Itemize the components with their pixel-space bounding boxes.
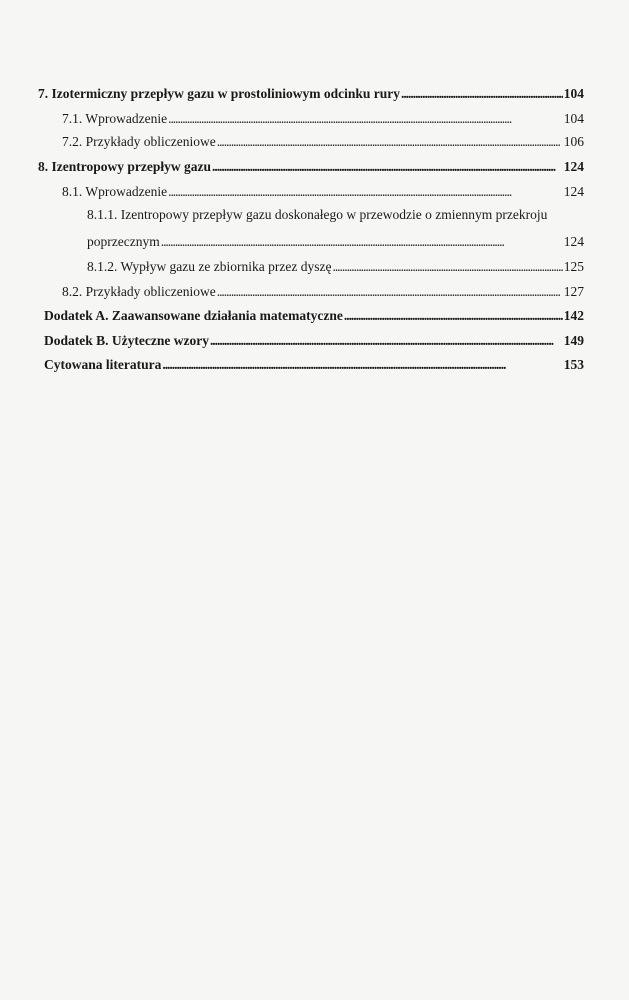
toc-entry-page: 124 (563, 184, 584, 199)
toc-entry-page: 104 (563, 86, 584, 101)
toc-entry-8-1-2 (87, 259, 584, 275)
toc-entry-title: 8.1. Wprowadzenie (62, 184, 168, 199)
toc-entry-page: 125 (563, 259, 584, 274)
toc-entry-references (44, 357, 584, 373)
toc-entry-title: Cytowana literatura (44, 357, 162, 372)
dot-leader (162, 357, 562, 373)
dot-leader (168, 184, 563, 200)
dot-leader (401, 86, 563, 102)
toc-entry-7-2 (62, 134, 584, 150)
toc-entry-title: Dodatek B. Użyteczne wzory (44, 333, 209, 348)
toc-entry-8-1 (62, 184, 584, 200)
toc-entry-title: 8. Izentropowy przepływ gazu (38, 159, 211, 174)
toc-entry-page: 127 (563, 284, 584, 299)
toc-entry-chapter-8 (38, 159, 584, 175)
dot-leader (217, 134, 563, 150)
toc-entry-title: 7.1. Wprowadzenie (62, 111, 168, 126)
toc-entry-8-2 (62, 284, 584, 300)
dot-leader (212, 159, 563, 175)
toc-entry-page: 124 (563, 159, 584, 174)
toc-entry-title: poprzecznym (87, 234, 160, 249)
toc-entry-appendix-b (44, 333, 584, 349)
dot-leader (210, 333, 563, 349)
toc-entry-page: 149 (563, 333, 584, 348)
dot-leader (168, 111, 563, 127)
toc-entry-8-1-1-line1: 8.1.1. Izentropowy przepływ gazu doskonałego w przewodzie o zmiennym przekroju (87, 207, 548, 222)
toc-entry-8-1-1 (87, 234, 584, 250)
dot-leader (332, 259, 562, 275)
toc-entry-page: 106 (563, 134, 584, 149)
toc-entry-page: 124 (563, 234, 584, 249)
toc-entry-title: Dodatek A. Zaawansowane działania matematyczne (44, 308, 343, 323)
dot-leader (217, 284, 563, 300)
toc-entry-7-1 (62, 111, 584, 127)
toc-entry-title: 7.2. Przykłady obliczeniowe (62, 134, 216, 149)
toc-entry-page: 153 (563, 357, 584, 372)
dot-leader (161, 234, 563, 250)
dot-leader (344, 308, 563, 324)
toc-entry-chapter-7 (38, 86, 584, 102)
toc-entry-page: 142 (563, 308, 584, 323)
toc-entry-title: 8.2. Przykłady obliczeniowe (62, 284, 216, 299)
toc-entry-title: 8.1.2. Wypływ gazu ze zbiornika przez dyszę (87, 259, 332, 274)
toc-entry-title: 7. Izotermiczny przepływ gazu w prostoliniowym odcinku rury (38, 86, 400, 101)
toc-entry-appendix-a (44, 308, 584, 324)
toc-entry-page: 104 (563, 111, 584, 126)
